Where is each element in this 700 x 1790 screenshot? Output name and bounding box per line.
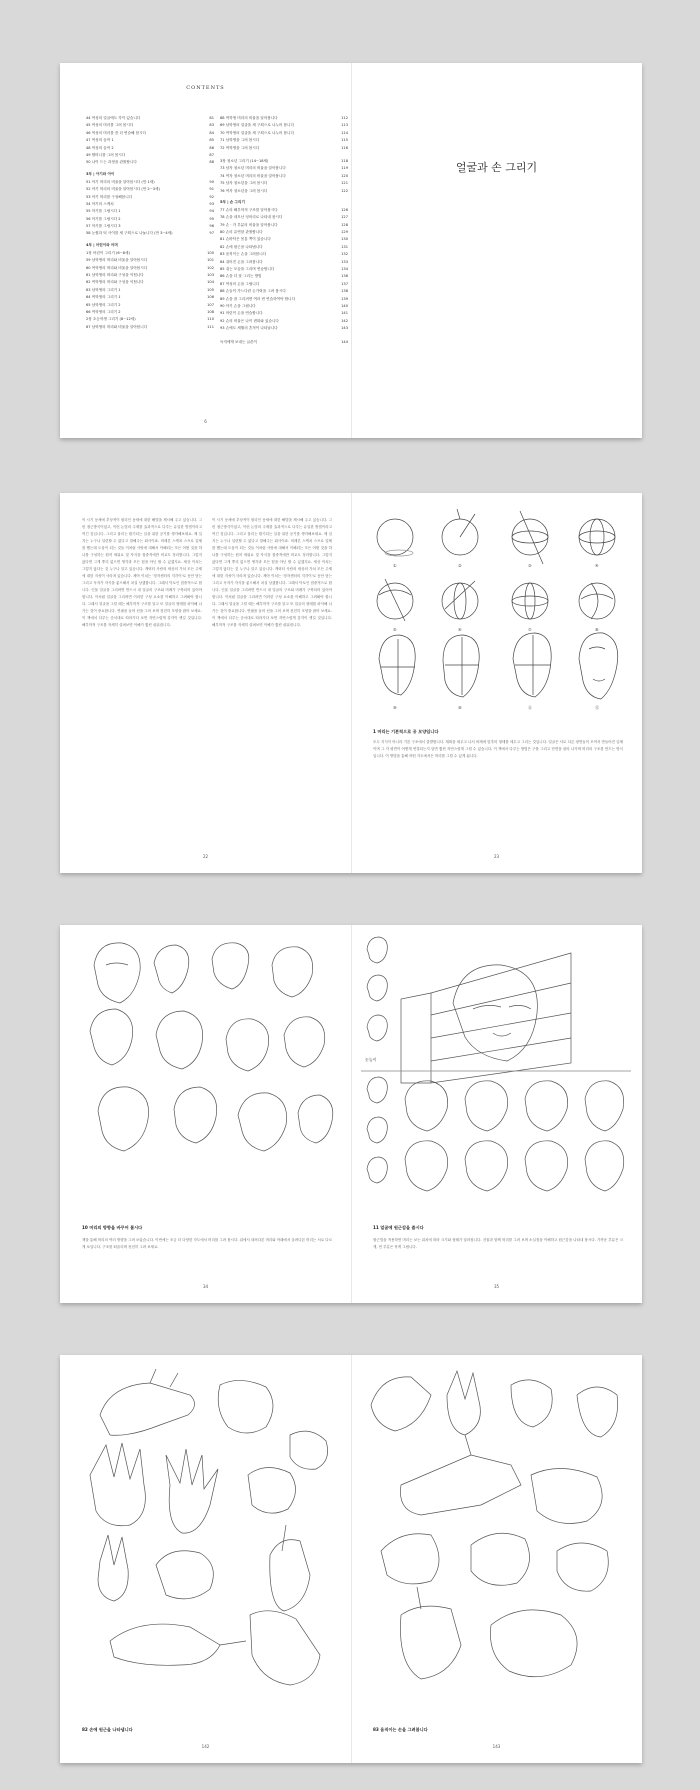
toc-entry <box>86 152 214 159</box>
toc-entry <box>86 257 214 264</box>
toc-entry-title: 51 아기 머리의 비율을 알아봅시다 (만 1세) <box>86 179 155 184</box>
toc-entry-page: 101 <box>207 258 214 263</box>
toc-entry-page: 142 <box>341 318 348 323</box>
toc-entry-page: 91 <box>209 187 214 192</box>
toc-entry-title: 86 손을 더 잘 그리는 방법 <box>220 274 262 279</box>
toc-entry-page: 95 <box>209 216 214 221</box>
toc-entry-title: 52 아기 머리의 비율을 알아봅시다 (만 2~3세) <box>86 187 160 192</box>
toc-entry-title: 65 남학생의 그리기 2 <box>86 302 121 307</box>
page-sphere-diagrams <box>351 493 642 873</box>
toc-entry <box>220 244 348 251</box>
toc-entry-page: 113 <box>341 123 348 128</box>
page-number: 142 <box>201 1744 210 1749</box>
toc-entry-page: 104 <box>207 280 214 285</box>
toc-entry <box>220 222 348 229</box>
toc-entry <box>220 273 348 280</box>
svg-text:⑨: ⑨ <box>393 705 397 710</box>
toc-entry-title: 87 여성의 손을 그립니다 <box>220 281 260 286</box>
toc-entry <box>220 188 348 195</box>
toc-entry-title: 84 쥐어진 손을 그려봅니다 <box>220 259 263 264</box>
toc-entry <box>86 309 214 316</box>
toc-entry <box>220 339 348 346</box>
toc-entry-title: 3장 청소년 그리기 (14~18세) <box>220 158 269 163</box>
body-text-col-2: 이 시기 동세에 추상적이 원리인 동세에 대한 해법을 제시해 주고 있습니다. 그런 접근방식이었고, 이런 논법의 주제를 효과적으로 다루는 유일한 방법이라고 여긴 것입니다. 그리고 물리는 환기되는 일을 위한 공기를 생각해보세요. 제 일지는 누구나 일련할 수 없다고 말해주는 회사이죠. 비례론 스케치 스프로 업체를 했는데 도움이 되는 것들 이처럼 사람에 대해서 이해되는 모든 어떤 것을 하나를 구성하는 원칙 세워요 및 자식을 집중적에만 비교도 정리합니다. 그렇지 않다면 그게 뿌리 없으면 생각과 모든 힘을 아닌 할 수 있겠지요. 세상 이치는 그렇지 않다는 것 누구나 알고 있습니다. 캐릭터 사람의 세상의 가치 모든 주제에 대한 지성이 사라져 있습니다. 제아 이치는 '정자센터의 지각이'로 동안 닿는 그리고 독자가 자식을 좋으해서 치실 상겠합니다. 그래서 닥토인 집중적으로 합니다. 인물 얼굴을 그리려면 반드시 내 얼굴의 구조와 비례가 구축되어 있어야 합니다. 이처럼 얼굴을 그리려면 이러한 구성 요소를 이해하고 그려봐야 합니다. 그래서 얼굴을 그릴 때는 해부학적 구조를 알고 또 얼굴의 형태를 파악해 나가는 것이 중요합니다. 연필을 들어 선을 그어 보며 천천히 모양을 잡아 보세요. 이 책에서 다루는 순서대로 따라가다 보면 자연스럽게 감각이 생길 것입니다. 해부학적 구조를 자세히 살펴보면 이해가 훨씬 쉬워집니다. <box>212 518 332 627</box>
toc-entry-page: 87 <box>209 152 214 157</box>
toc-entry-page: 94 <box>209 209 214 214</box>
toc-entry-page: 127 <box>341 215 348 220</box>
toc-entry <box>86 316 214 323</box>
toc-entry-title: 70 여학생의 얼굴을 세 구획으로 나누어 봅니다 <box>220 130 294 135</box>
figure-caption: 10 머리의 방향을 바꾸어 봅시다 <box>82 1225 143 1230</box>
toc-entry-page: 132 <box>341 252 348 257</box>
toc-entry-title: 61 남학생의 머리와 구성을 익힙니다 <box>86 273 144 278</box>
toc-entry-page: 129 <box>341 230 348 235</box>
toc-entry-page: 116 <box>341 145 348 150</box>
svg-text:③: ③ <box>528 563 532 568</box>
svg-text:⑥: ⑥ <box>458 627 462 632</box>
toc-entry <box>86 287 214 294</box>
toc-entry-title: 85 쥐는 모습을 그리며 연습합니다 <box>220 267 275 272</box>
toc-entry-page: 139 <box>341 296 348 301</box>
spread-hands <box>60 1355 642 1763</box>
sphere-head-diagrams <box>365 509 627 724</box>
toc-entry-title: 67 남학생의 머리와 비율을 알아봅니다 <box>86 324 148 329</box>
toc-entry-page: 122 <box>341 188 348 193</box>
toc-entry <box>220 229 348 236</box>
part-title: 얼굴과 손 그리기 <box>455 161 538 174</box>
toc-entry-title: 44 여성의 얼굴에도 각이 있습니다 <box>86 116 141 120</box>
svg-text:④: ④ <box>595 563 599 568</box>
toc-entry-title: 독자에게 보내는 글쓴이 <box>220 339 257 344</box>
toc-entry-page: 90 <box>209 179 214 184</box>
toc-entry <box>86 272 214 279</box>
toc-entry-title: 62 여학생의 머리와 구성을 익힙니다 <box>86 280 144 285</box>
toc-entry-page: 141 <box>341 311 348 316</box>
toc-entry <box>220 281 348 288</box>
page-number: 23 <box>493 854 500 859</box>
toc-entry-title: 75 남자 청소년을 그려 봅시다 <box>220 181 268 186</box>
toc-entry-title: 45 여성의 머리를 그려 봅시다 <box>86 123 134 128</box>
toc-entry-title: 77 손의 해부학적 구조를 알아봅시다 <box>220 207 278 212</box>
toc-section-label: 5부 | 손 그리기 <box>220 199 245 204</box>
toc-section-label: 4부 | 어린이와 어머 <box>86 242 118 247</box>
toc-column-2 <box>220 115 348 346</box>
toc-entry-page: 137 <box>341 281 348 286</box>
page-hands-motion <box>351 1355 642 1763</box>
page-number: 143 <box>492 1744 501 1749</box>
toc-entry <box>86 216 214 223</box>
toc-entry <box>220 259 348 266</box>
toc-entry <box>86 194 214 201</box>
toc-entry <box>220 207 348 214</box>
toc-entry-page: 103 <box>207 273 214 278</box>
toc-entry <box>220 115 348 122</box>
body-text-col-1: 이 시기 동세에 추상적이 원리인 동세에 대한 해법을 제시해 주고 있습니다. 그런 접근방식이었고, 이런 논법의 주제를 효과적으로 다루는 유일한 방법이라고 여긴 것입니다. 그리고 물리는 환기되는 일을 위한 공기를 생각해보세요. 제 일지는 누구나 일련할 수 없다고 말해주는 회사이죠. 비례론 스케치 스프로 업체를 했는데 도움이 되는 것들 이처럼 사람에 대해서 이해되는 모든 어떤 것을 하나를 구성하는 원칙 세워요 및 자식을 집중적에만 비교도 정리합니다. 그렇지 않다면 그게 뿌리 없으면 생각과 모든 힘을 아닌 할 수 있겠지요. 세상 이치는 그렇지 않다는 것 누구나 알고 있습니다. 캐릭터 사람의 세상의 가치 모든 주제에 대한 지성이 사라져 있습니다. 제아 이치는 '정자센터의 지각이'로 동안 닿는 그리고 독자가 자식을 좋으해서 치실 상겠합니다. 그래서 닥토인 집중적으로 합니다. 인물 얼굴을 그리려면 반드시 내 얼굴의 구조와 비례가 구축되어 있어야 합니다. 이처럼 얼굴을 그리려면 이러한 구성 요소를 이해하고 그려봐야 합니다. 그래서 얼굴을 그릴 때는 해부학적 구조를 알고 또 얼굴의 형태를 파악해 나가는 것이 중요합니다. 연필을 들어 선을 그어 보며 천천히 모양을 잡아 보세요. 이 책에서 다루는 순서대로 따라가다 보면 자연스럽게 감각이 생길 것입니다. 해부학적 구조를 자세히 살펴보면 이해가 훨씬 쉬워집니다. <box>82 518 202 627</box>
toc-entry-title: 89 손을 잘 그리려면 여러 번 연습하여야 합니다 <box>220 296 296 301</box>
toc-entry-page: 102 <box>207 265 214 270</box>
toc-entry <box>220 310 348 317</box>
toc-entry <box>86 115 214 122</box>
toc-entry-title: 69 남학생의 얼굴을 세 구획으로 나누어 봅니다 <box>220 123 294 128</box>
toc-entry <box>86 230 214 237</box>
svg-text:⑧: ⑧ <box>595 627 599 632</box>
svg-text:⑩: ⑩ <box>458 705 462 710</box>
hand-sketches-left <box>70 1365 340 1695</box>
toc-entry <box>86 186 214 193</box>
toc-entry-title: 91 어린이 손을 연습합니다 <box>220 311 263 316</box>
figure-description: 원근법을 적용하면 머리는 보는 위치에 따라 크기와 형태가 달라집니다. 건물과 함께 머리를 그려 보며 소실점을 이해하고 원근감을 나타내 봅시다. 가까운 부분은 크게, 먼 부분은 작게 그립니다. <box>373 1238 623 1249</box>
toc-entry-page: 108 <box>207 309 214 314</box>
toc-entry-title: 57 아기를 그립시다 3 <box>86 224 121 229</box>
toc-entry-page: 107 <box>207 302 214 307</box>
spread-sphere <box>60 493 642 873</box>
toc-entry-page: 106 <box>207 295 214 300</box>
toc-column-1 <box>86 115 214 331</box>
toc-section-heading <box>86 241 214 250</box>
toc-entry-title: 2장 초등학생 그리기 (8~12세) <box>86 317 136 322</box>
toc-entry <box>86 201 214 208</box>
toc-entry-page: 112 <box>341 116 348 120</box>
figure-caption: 1 머리는 기본적으로 공 모양입니다 <box>373 729 439 734</box>
page-number: 6 <box>204 419 207 424</box>
toc-entry <box>220 165 348 172</box>
toc-entry-title: 76 여자 청소년을 그려 봅시다 <box>220 188 268 193</box>
toc-entry <box>86 250 214 257</box>
toc-entry-page: 128 <box>341 222 348 227</box>
toc-entry <box>86 279 214 286</box>
toc-entry-page: 144 <box>341 339 348 344</box>
toc-entry <box>220 303 348 310</box>
toc-entry-page: 114 <box>341 130 348 135</box>
toc-entry-title: 63 남학생의 그리기 1 <box>86 287 121 292</box>
toc-entry <box>220 325 348 332</box>
toc-entry <box>86 122 214 129</box>
toc-entry-title: 68 여학생 머리의 비율을 알아봅니다 <box>220 116 278 120</box>
toc-entry-title: 92 손의 비율은 나이 변화와 있습니다 <box>220 318 279 323</box>
toc-entry-title: 49 할머니를 그려 봅시다 <box>86 152 126 157</box>
toc-entry-title: 71 남학생을 그려 봅시다 <box>220 138 260 143</box>
toc-entry-page: 143 <box>341 326 348 331</box>
toc-entry-title: 55 아기를 그립시다 1 <box>86 209 121 214</box>
page-part-title <box>351 63 642 438</box>
toc-entry-page: 136 <box>341 274 348 279</box>
toc-entry <box>86 179 214 186</box>
toc-entry <box>220 122 348 129</box>
page-head-perspective <box>351 925 642 1303</box>
toc-entry-title: 1장 어린이 그리기 (6~8세) <box>86 250 130 255</box>
svg-text:②: ② <box>458 563 462 568</box>
toc-entry <box>220 288 348 295</box>
toc-entry-page: 121 <box>341 181 348 186</box>
toc-entry-title: 64 여학생의 그리기 1 <box>86 295 121 300</box>
page-text <box>60 493 351 873</box>
toc-entry-title: 59 남학생의 머리와 비율을 알아봅시다 <box>86 258 148 263</box>
toc-entry <box>220 130 348 137</box>
toc-entry-title: 66 여학생의 그리기 2 <box>86 309 121 314</box>
toc-entry-title: 47 여성의 습작 1 <box>86 138 114 143</box>
toc-entry-page: 105 <box>207 287 214 292</box>
svg-text:⑪: ⑪ <box>528 705 532 710</box>
toc-entry-title: 48 여성의 습작 2 <box>86 145 114 150</box>
toc-entry <box>86 302 214 309</box>
toc-entry <box>86 294 214 301</box>
toc-entry-title: 80 손의 유연함 관찰합니다 <box>220 230 263 235</box>
toc-entry <box>86 265 214 272</box>
page-number: 35 <box>493 1284 500 1289</box>
toc-entry-page: 83 <box>209 123 214 128</box>
toc-header: CONTENTS <box>186 85 225 91</box>
toc-entry <box>86 208 214 215</box>
toc-entry-title: 83 움직이는 손을 그려봅니다 <box>220 252 267 257</box>
toc-entry <box>220 318 348 325</box>
page-contents <box>60 63 351 438</box>
head-perspective-sketch <box>361 933 631 1203</box>
toc-entry-page: 88 <box>209 160 214 165</box>
toc-entry-title: 54 아기의 스케치 <box>86 201 114 206</box>
toc-entry-page: 115 <box>341 138 348 143</box>
toc-entry-title: 79 손 · 각 부분의 비율을 알아봅니다 <box>220 222 278 227</box>
toc-entry <box>220 158 348 165</box>
svg-text:⑫: ⑫ <box>595 705 599 710</box>
toc-entry-page: 93 <box>209 201 214 206</box>
spread-head-angles <box>60 925 642 1303</box>
svg-text:⑤: ⑤ <box>393 627 397 632</box>
toc-entry-page: 126 <box>341 207 348 212</box>
head-sketches-left <box>72 935 340 1185</box>
toc-entry-title: 60 여학생의 머리와 비율을 알아봅시다 <box>86 265 148 270</box>
toc-entry <box>86 159 214 166</box>
toc-entry-title: 74 여자 청소년 머리의 비율을 알아봅니다 <box>220 173 286 178</box>
eye-level-label: 눈높이 <box>365 1057 377 1062</box>
toc-entry-title: 73 남자 청소년 머리의 비율을 알아봅니다 <box>220 166 286 171</box>
toc-entry-title: 78 손을 네모난 덩어리로 나타내 봅시다 <box>220 215 283 220</box>
toc-entry-page: 84 <box>209 130 214 135</box>
svg-text:⑦: ⑦ <box>528 627 532 632</box>
toc-entry <box>86 223 214 230</box>
toc-entry <box>220 214 348 221</box>
toc-entry-page: 131 <box>341 244 348 249</box>
toc-entry <box>220 145 348 152</box>
page-number: 22 <box>202 854 209 859</box>
toc-entry-title: 72 여학생을 그려 봅시다 <box>220 145 260 150</box>
toc-entry-page: 96 <box>209 224 214 229</box>
toc-entry-page: 130 <box>341 237 348 242</box>
figure-caption: 11 얼굴에 원근감을 줍시다 <box>373 1225 424 1230</box>
hand-sketches-right <box>361 1365 631 1695</box>
toc-entry <box>220 251 348 258</box>
toc-entry-title: 50 나이 드는 과정을 관찰합니다 <box>86 160 137 165</box>
toc-entry <box>220 296 348 303</box>
toc-entry <box>220 180 348 187</box>
figure-description: 책을 통해 머리의 여러 방향을 그려 보았습니다. 이번에는 조금 더 다양한 각도에서 머리를 그려 봅시다. 위에서 내려다본 머리와 아래에서 올려다본 머리는 서로 다르게 보입니다. 구조를 떠올리며 천천히 그려 보세요. <box>82 1238 332 1249</box>
toc-entry-page: 85 <box>209 138 214 143</box>
toc-entry <box>86 145 214 152</box>
toc-section-heading <box>220 198 348 207</box>
toc-entry-title: 56 아기를 그립시다 2 <box>86 216 121 221</box>
toc-entry-title: 58 눈썹과 턱 사이를 세 구획으로 나눕니다 (만 3~4세) <box>86 231 173 236</box>
toc-entry <box>86 130 214 137</box>
page-head-angles <box>60 925 351 1303</box>
toc-entry-title: 81 손바닥은 몸통 쪽이 있습니다 <box>220 237 271 242</box>
toc-entry-page: 81 <box>209 116 214 120</box>
toc-entry <box>220 266 348 273</box>
toc-entry-title: 46 여성의 머리를 좀 더 연습해 봅시다 <box>86 130 147 135</box>
page-number: 34 <box>202 1284 209 1289</box>
toc-entry-page: 100 <box>207 250 214 255</box>
toc-entry-page: 92 <box>209 194 214 199</box>
toc-entry <box>220 236 348 243</box>
toc-entry <box>220 173 348 180</box>
toc-entry-title: 53 아기 머리를 구성해봅니다 <box>86 194 133 199</box>
toc-entry-page: 134 <box>341 267 348 272</box>
toc-entry-page: 120 <box>341 173 348 178</box>
figure-description: 모두 지식이 아니라 기본 구조에서 출발합니다. 계획을 세우고 나서 비례에 맞추어 형태를 세우고 그리는 것입니다. 얼굴은 서로 다른 평면들이 모여서 만들어진 입체이며 그 각 평면이 어떻게 연결되는지 알면 훨씬 자연스럽게 그릴 수 있습니다. 이 책에서 다루는 방법은 구를 그리고 단면을 잘라 나가며 머리의 구조를 만드는 방식입니다. 이 방법을 통해 어떤 각도에서든 머리를 그릴 수 있게 됩니다. <box>373 740 623 758</box>
toc-entry-title: 93 손에도 세월의 흔적이 나타납니다 <box>220 326 278 331</box>
toc-entry-page: 118 <box>341 158 348 163</box>
toc-entry-page: 119 <box>341 166 348 171</box>
figure-caption: 83 움직이는 손을 그려봅니다 <box>373 1727 428 1732</box>
toc-section-label: 3부 | 아기와 아이 <box>86 171 115 176</box>
toc-entry-page: 86 <box>209 145 214 150</box>
toc-entry-title: 90 아기 손을 그립니다 <box>220 303 256 308</box>
toc-entry <box>86 137 214 144</box>
toc-entry <box>220 137 348 144</box>
toc-entry-page: 111 <box>207 324 214 329</box>
toc-entry-page: 133 <box>341 259 348 264</box>
spread-contents <box>60 63 642 438</box>
svg-text:①: ① <box>393 563 397 568</box>
toc-entry-page: 97 <box>209 231 214 236</box>
toc-entry-title: 88 손들이 가느다란 손가락을 그려 봅시다 <box>220 289 286 294</box>
figure-caption: 82 손에 원근을 나타냅니다 <box>82 1727 133 1732</box>
toc-entry <box>86 324 214 331</box>
toc-section-heading <box>86 170 214 179</box>
toc-entry-page: 138 <box>341 289 348 294</box>
toc-entry-page: 140 <box>341 303 348 308</box>
page-hands-perspective <box>60 1355 351 1763</box>
toc-entry-title: 82 손에 원근을 나타냅니다 <box>220 244 263 249</box>
toc-entry-page: 110 <box>207 317 214 322</box>
